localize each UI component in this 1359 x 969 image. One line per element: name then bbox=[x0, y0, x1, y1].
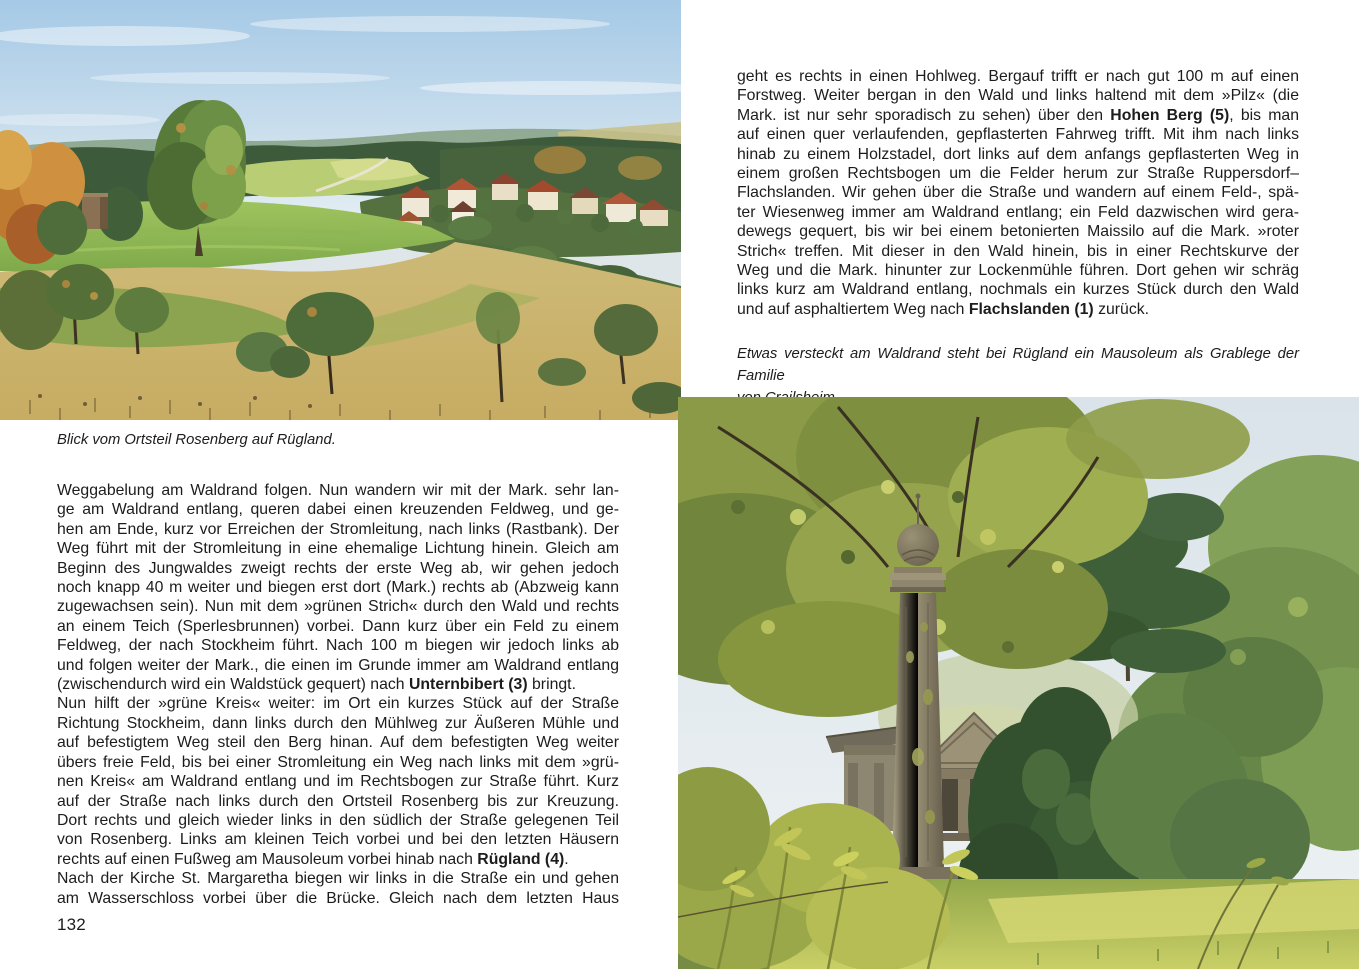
text-line: ge am Waldrand entlang, queren dabei einen kreuzenden Feldweg, und ge- bbox=[57, 501, 619, 519]
text-line: hen am Ende, kurz vor Erreichen der Stromleitung, nach links (Rastbank). Der bbox=[57, 520, 619, 538]
text-line: Mark. ist nur sehr sporadisch zu sehen) über den Hohen Berg (5), bis man bbox=[737, 106, 1299, 124]
text-line: Forstweg. Weiter bergan in den Wald und links haltend mit dem »Pilz« (die bbox=[737, 87, 1299, 105]
text-line: und folgen weiter der Mark., die einen im Grunde immer am Waldrand entlang bbox=[57, 656, 619, 674]
left-column-text bbox=[57, 481, 619, 908]
text-line: Feldweg, der nach Stockheim führt. Nach 100 m biegen wir jedoch links ab bbox=[57, 637, 619, 655]
ruegland-landscape-photo bbox=[0, 0, 681, 420]
text-line: dewegs gequert, bis wir bei einem betonierten Maissilo auf die Mark. »roter bbox=[737, 223, 1299, 241]
left-photo-caption: Blick vom Ortsteil Rosenberg auf Rügland. bbox=[57, 432, 336, 448]
mausoleum-photo bbox=[678, 397, 1359, 969]
mausoleum-illustration bbox=[678, 397, 1359, 969]
page-number: 132 bbox=[57, 915, 86, 934]
text-line: und auf asphaltiertem Weg nach Flachslanden (1) zurück. bbox=[737, 300, 1150, 318]
text-line: einem großen Rechtsbogen um die Felder herum zur Straße Ruppersdorf– bbox=[737, 165, 1299, 183]
text-line: nen Kreis« am Waldrand entlang und im Rechtsbogen zur Straße führt. Kurz bbox=[57, 773, 619, 791]
text-line: auf der Straße nach links durch den Ortsteil Rosenberg bis zur Kreuzung. bbox=[57, 792, 619, 810]
text-line: von Rosenberg. Links am kleinen Teich vorbei und bei den letzten Häusern bbox=[57, 831, 619, 849]
text-line: auf einen quer verlaufenden, gepflasterten Fahrweg trifft. Mit ihm nach links bbox=[737, 126, 1299, 144]
text-line: links kurz am Waldrand entlang, nochmals ein kurzes Stück durch den Wald bbox=[737, 281, 1299, 299]
text-line: Strich« treffen. Mit dieser in den Wald hinein, bis in einer Rechtskurve der bbox=[737, 242, 1299, 260]
text-line: Dort rechts und gleich wieder links in den südlich der Straße gelegenen Teil bbox=[57, 811, 619, 829]
text-line: an einem Teich (Sperlesbrunnen) vorbei. Dann kurz über ein Feld zu einem bbox=[57, 617, 619, 635]
text-line: Nun hilft der »grüne Kreis« weiter: im Ort ein kurzes Stück auf der Straße bbox=[57, 695, 619, 713]
landscape-illustration bbox=[0, 0, 681, 420]
text-line: Richtung Stockheim, dann links durch den Mühlweg zur Äußeren Mühle und bbox=[57, 714, 619, 732]
text-line: Weggabelung am Waldrand folgen. Nun wandern wir mit der Mark. sehr lan- bbox=[57, 482, 619, 499]
text-line: Weg und die Mark. hinunter zur Lockenmühle führen. Dort gehen wir schräg bbox=[737, 262, 1299, 280]
text-line: (zwischendurch wird ein Waldstück gequert) nach Unternbibert (3) bringt. bbox=[57, 676, 576, 694]
text-line: Beginn des Jungwaldes zweigt rechts der erste Weg ab, wir gehen jedoch bbox=[57, 559, 619, 577]
text-line: Flachslanden. Wir gehen über die Straße und wandern auf einem Feld-, spä- bbox=[737, 184, 1299, 202]
right-column-text bbox=[737, 67, 1299, 319]
text-line: geht es rechts in einen Hohlweg. Bergauf trifft er nach gut 100 m auf einen bbox=[737, 68, 1299, 85]
text-line: Weg führt mit der Stromleitung in eine ehemalige Lichtung hinein. Gleich am bbox=[57, 540, 619, 558]
text-line: hinab zu einem Holzstadel, dort links auf dem anfangs gepflasterten Weg in bbox=[737, 145, 1299, 163]
text-line: Nach der Kirche St. Margaretha biegen wir links in die Straße ein und gehen bbox=[57, 870, 619, 888]
text-line: Etwas versteckt am Waldrand steht bei Rügland ein Mausoleum als Grablege der Familie bbox=[737, 346, 1299, 384]
text-line: übers freie Feld, bis bei einer Stromleitung ein Weg nach links mit dem »grü- bbox=[57, 753, 619, 771]
text-line: zugewachsen sein). Nun mit dem »grünen Strich« durch den Wald und rechts bbox=[57, 598, 619, 616]
text-line: auf befestigtem Weg steil den Berg hinan. Auf dem befestigten Weg weiter bbox=[57, 734, 619, 752]
text-line: noch knapp 40 m weiter und biegen erst dort (Mark.) rechts ab (Abzweig kann bbox=[57, 579, 619, 597]
text-line: am Wasserschloss vorbei über die Brücke. Gleich nach dem letzten Haus bbox=[57, 889, 619, 907]
text-line: ter Wiesenweg immer am Waldrand entlang; ein Feld dazwischen wird gera- bbox=[737, 203, 1299, 221]
text-line: rechts auf einen Fußweg am Mausoleum vorbei hinab nach Rügland (4). bbox=[57, 850, 569, 868]
